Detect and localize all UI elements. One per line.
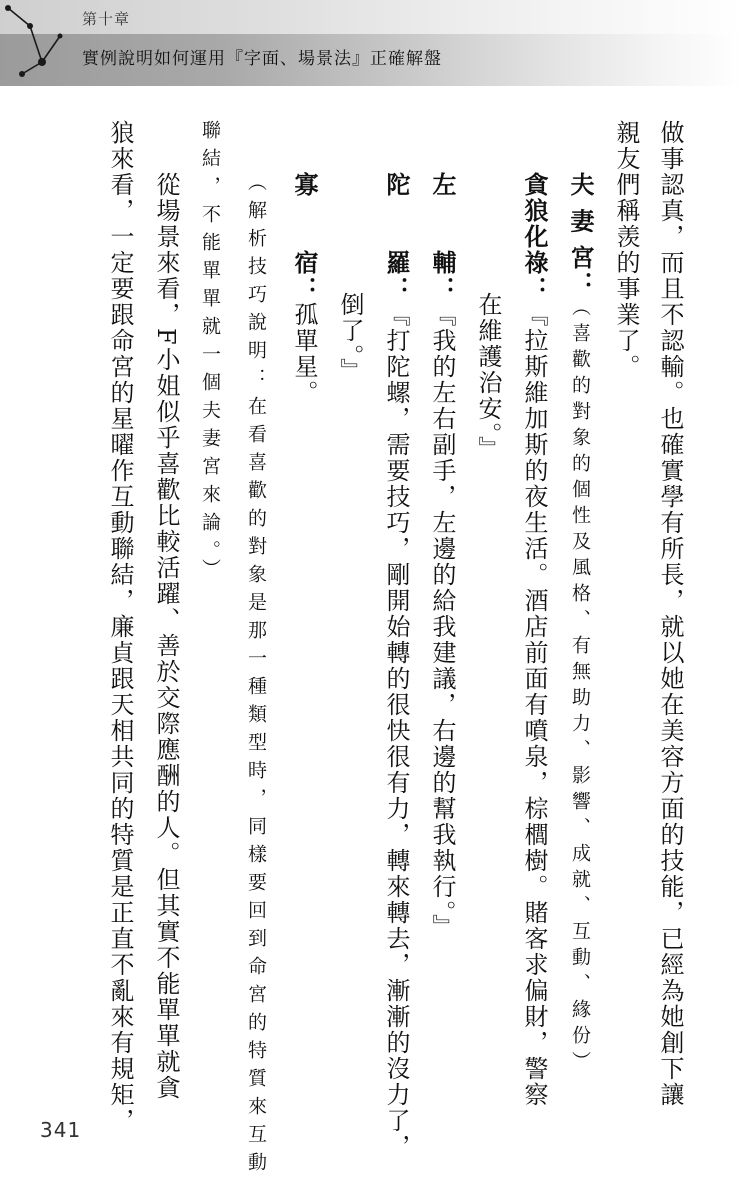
text-column-12: 從場景來看，F小姐似乎喜歡比較活躍、善於交際應酬的人。但其實不能單單就貪 [152, 172, 180, 1101]
constellation-icon [0, 0, 90, 86]
text-column-9 [290, 172, 319, 406]
palace-note-spouse: （喜歡的對象的個性及風格、有無助力、影響、成就、互動、緣份） [569, 296, 591, 1077]
page-number: 341 [40, 1118, 82, 1142]
analysis-note-line-2: 聯結，不能單單就一個夫妻宮來論。） [199, 120, 221, 587]
star-text-greedy-wolf: 『拉斯維加斯的夜生活。酒店前面有噴泉，棕櫚樹。賭客求偏財，警察 [520, 302, 548, 1108]
text-column-13: 狼來看，一定要跟命宮的星曜作互動聯結，廉貞跟天相共同的特質是正直不亂來有規矩， [106, 120, 134, 1134]
star-label-tuo-luo: 陀 羅： [382, 172, 411, 302]
text-column-3 [566, 172, 595, 1077]
star-label-greedy-wolf: 貪狼化祿： [520, 172, 549, 302]
text-column-1: 做事認真，而且不認輸。也確實學有所長，就以她在美容方面的技能，已經為她創下讓 [656, 120, 684, 1108]
star-label-left-assistant: 左 輔： [428, 172, 457, 302]
text-column-6 [428, 172, 457, 940]
text-column-7 [382, 172, 411, 1160]
chapter-label: 第十章 [82, 10, 131, 28]
star-text-widow: 孤單星。 [290, 302, 318, 406]
star-label-widow: 寡 宿： [290, 172, 319, 302]
star-text-tuo-luo: 『打陀螺，需要技巧，剛開始轉的很快很有力，轉來轉去，漸漸的沒力了， [382, 302, 410, 1160]
chapter-title: 實例說明如何運用『字面、場景法』正確解盤 [82, 49, 442, 69]
palace-label-spouse: 夫 妻 宮： [566, 172, 595, 297]
analysis-note-line-1: （解析技巧說明：在看喜歡的對象是那一種類型時，同樣要回到命宮的特質來互動 [245, 172, 267, 1180]
chapter-header [0, 0, 744, 86]
star-text-left-assistant: 『我的左右副手，左邊的給我建議，右邊的幫我執行。』 [428, 302, 456, 940]
text-column-5: 在維護治安。』 [474, 292, 502, 462]
text-column-2: 親友們稱羡的事業了。 [612, 120, 640, 380]
text-column-4 [520, 172, 549, 1108]
text-column-8: 倒了。』 [336, 292, 364, 384]
